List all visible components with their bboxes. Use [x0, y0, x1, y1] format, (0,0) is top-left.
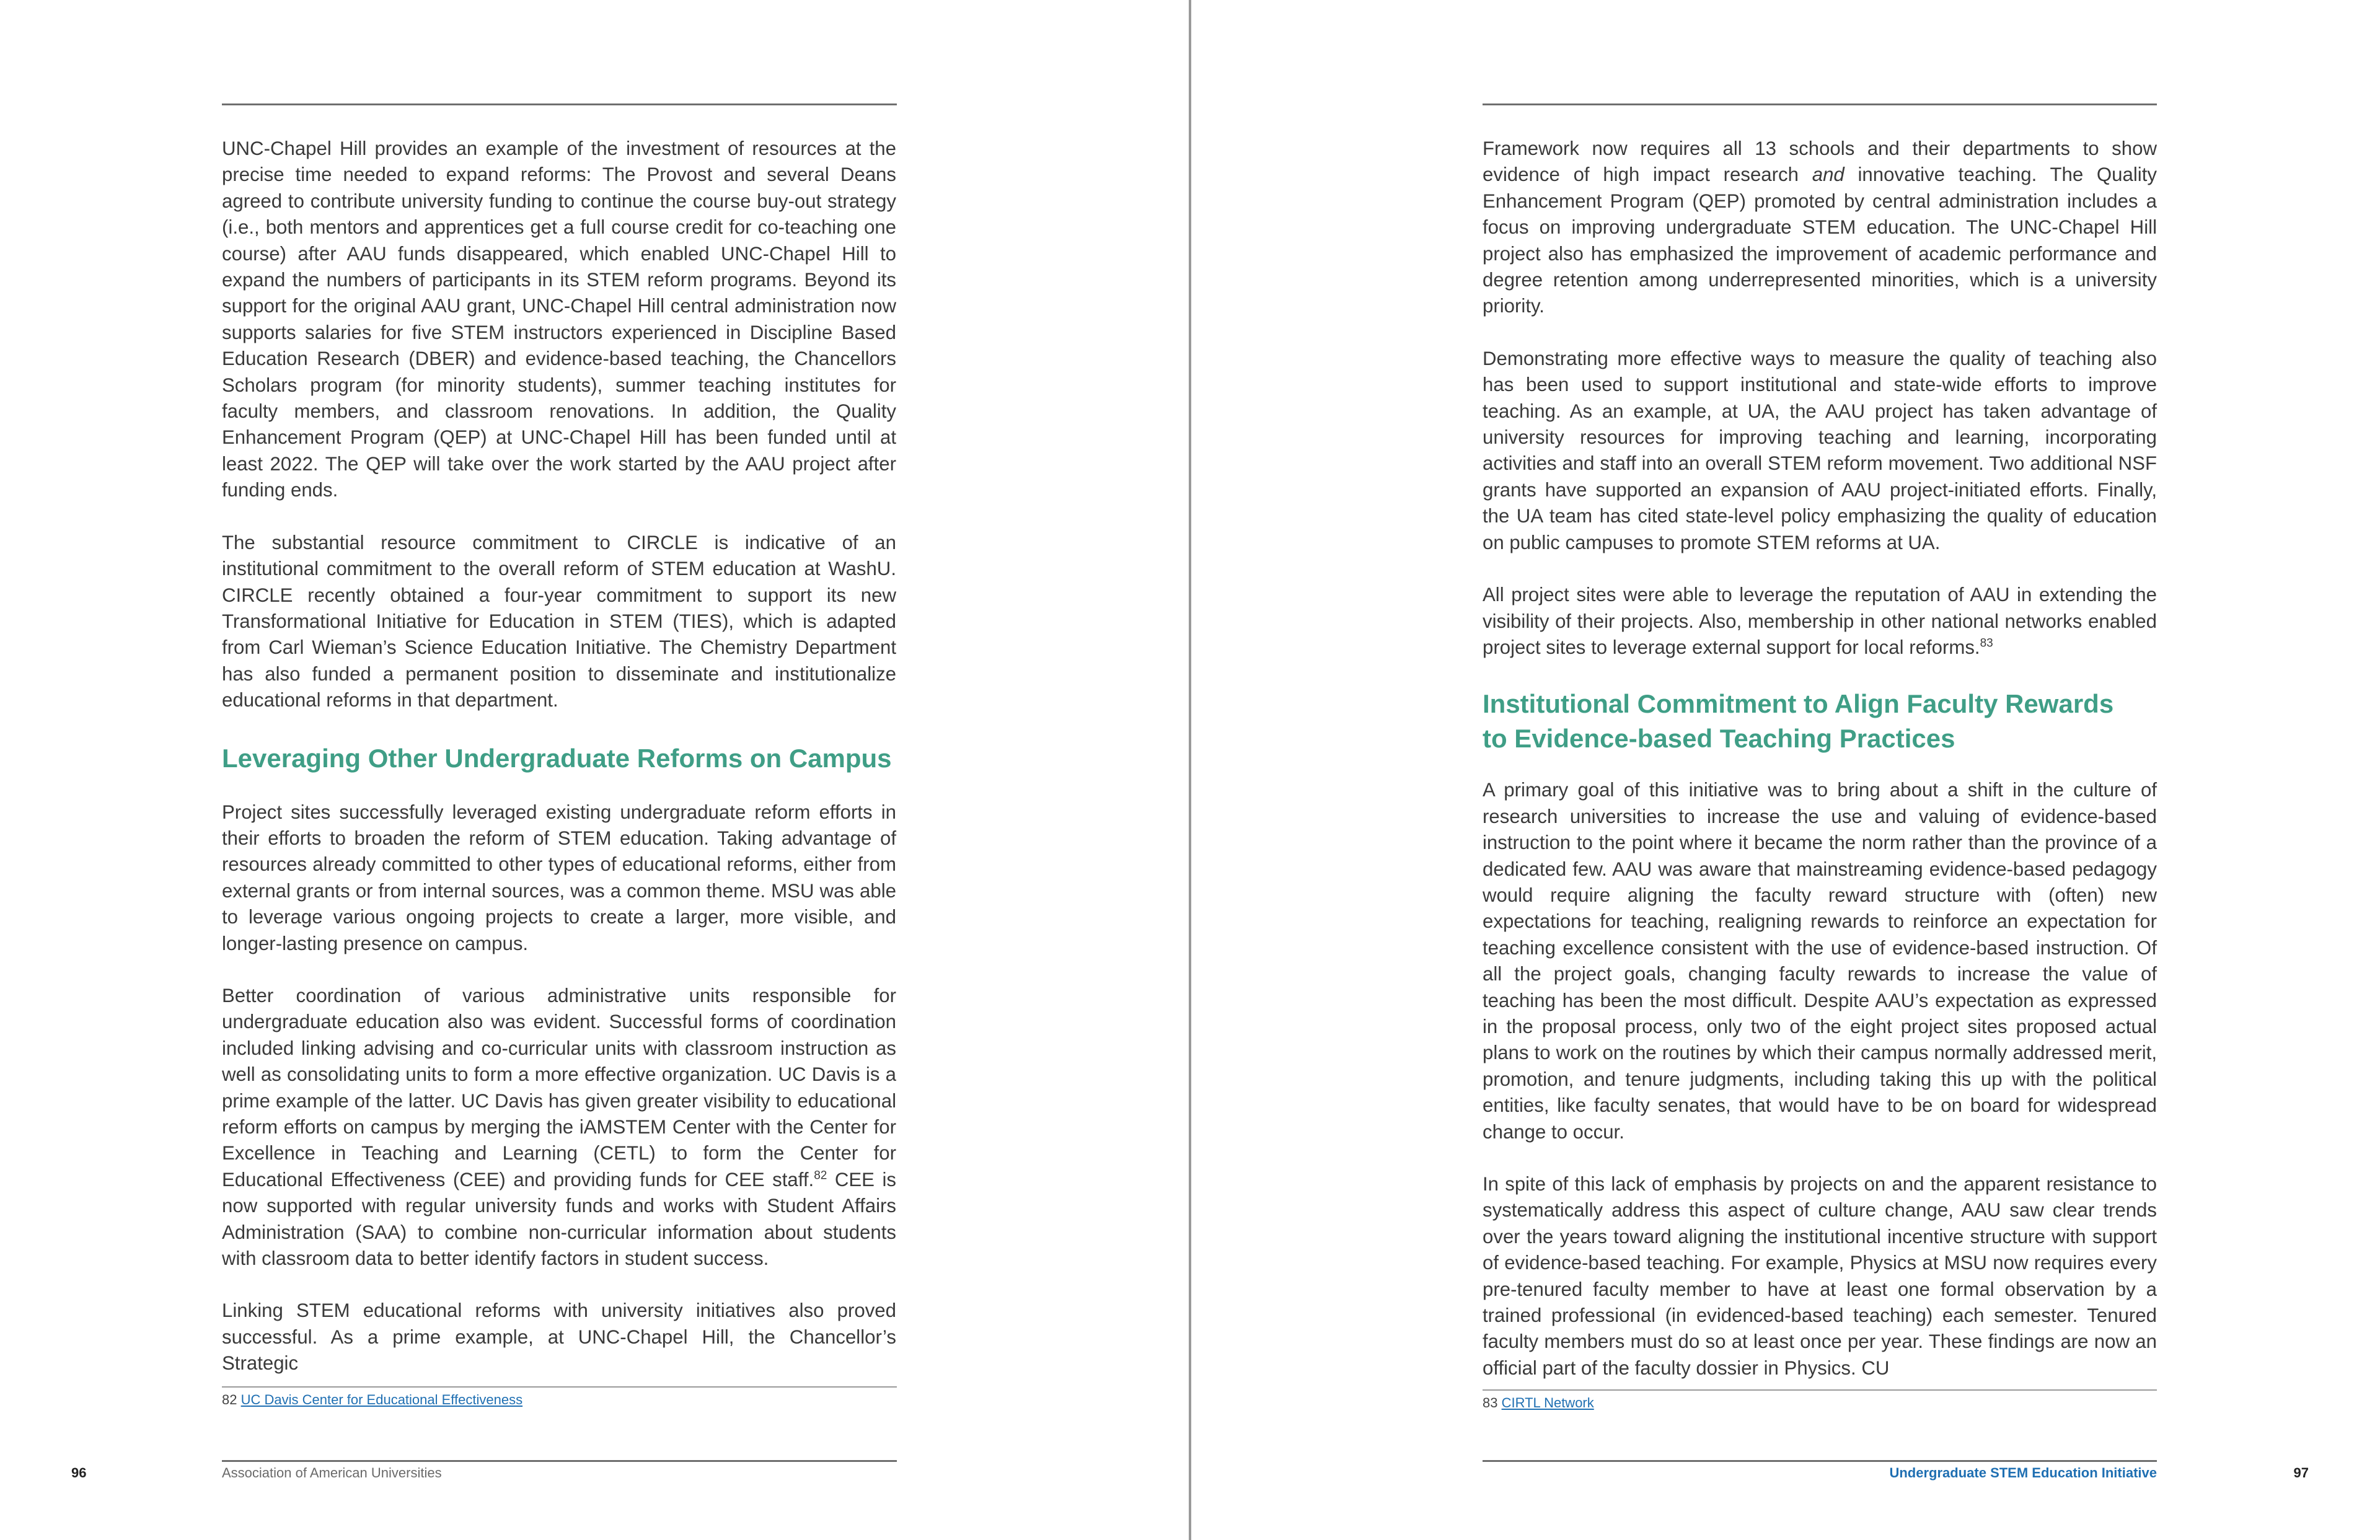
paragraph: Project sites successfully leveraged existing undergraduate reform efforts in their efforts to broaden the reform of STEM education. Taking advantage of resources already committed to other types of educational reforms, either from external grants or from internal sources, was a common theme. MSU was able to leverage various ongoing projects to create a larger, more visible, and longer-lasting presence on campus.	[222, 801, 896, 954]
paragraph	[222, 983, 896, 1272]
page-number: 97	[2293, 1465, 2309, 1481]
left-column	[222, 136, 896, 1377]
footnote-rule	[222, 1386, 897, 1388]
paragraph-text: innovative teaching. The Quality Enhancement Program (QEP) promoted by central administration includes a focus on improving undergraduate STEM education. The UNC-Chapel Hill project also has emphasized the improvement of academic performance and degree retention among underrepresented minorities, which is a university priority.	[1483, 164, 2157, 317]
footer-rule	[222, 1460, 897, 1462]
paragraph-text: CEE is now supported with regular university funds and works with Student Affairs Administration (SAA) to combine non-curricular information about students with classroom data to better identify factors in student success.	[222, 1168, 896, 1270]
paragraph: Linking STEM educational reforms with university initiatives also proved successful. As a prime example, at UNC-Chapel Hill, the Chancellor’s Strategic	[222, 1300, 896, 1375]
paragraph: In spite of this lack of emphasis by projects on and the apparent resistance to systematically address this aspect of culture change, AAU saw clear trends over the years toward aligning the institutional incentive structure with support of evidence-based teaching. For example, Physics at MSU now requires every pre-tenured faculty member to have at least one formal observation by a trained professional (in evidenced-based teaching) each semester. Tenured faculty members must do so at least once per year. These findings are now an official part of the faculty dossier in Physics. CU	[1483, 1173, 2157, 1379]
paragraph: UNC-Chapel Hill provides an example of the investment of resources at the precise time needed to expand reforms: The Provost and several Deans agreed to contribute university funding to continue the course buy-out strategy (i.e., both mentors and apprentices get a full course credit for co-teaching one course) after AAU funds disappeared, which enabled UNC-Chapel Hill to expand the numbers of participants in its STEM reform programs. Beyond its support for the original AAU grant, UNC-Chapel Hill central administration now supports salaries for five STEM instructors experienced in Discipline Based Education Research (DBER) and evidence-based teaching, the Chancellors Scholars program (for minority students), summer teaching institutes for faculty members, and classroom renovations. In addition, the Quality Enhancement Program (QEP) at UNC-Chapel Hill has been funded until at least 2022. The QEP will take over the work started by the AAU project after funding ends.	[222, 138, 896, 501]
footer-title: Association of American Universities	[222, 1465, 442, 1481]
footnote-number: 82	[222, 1392, 237, 1407]
footnote-rule	[1483, 1389, 2157, 1391]
footer-rule	[1483, 1460, 2157, 1462]
footnote-ref[interactable]: 83	[1980, 636, 1993, 650]
paragraph-text: All project sites were able to leverage the reputation of AAU in extending the visibility of their projects. Also, membership in other national networks enabled project sites to leverage external support for local reforms.	[1483, 584, 2157, 658]
header-rule	[222, 103, 897, 105]
footnote-link[interactable]: UC Davis Center for Educational Effectiveness	[240, 1392, 523, 1407]
section-heading: Leveraging Other Undergraduate Reforms on Campus	[222, 743, 892, 773]
left-page	[0, 0, 1189, 1540]
paragraph: A primary goal of this initiative was to bring about a shift in the culture of research universities to increase the use and valuing of evidence-based instruction to the point where it became the norm rather than the province of a dedicated few. AAU was aware that mainstreaming evidence-based pedagogy would require aligning the faculty reward structure with (often) new expectations for teaching, realigning rewards to reinforce an expectation for teaching excellence consistent with the use of evidence-based instruction. Of all the project goals, changing faculty rewards to increase the value of teaching has been the most difficult. Despite AAU’s expectation as expressed in the proposal process, only two of the eight project sites proposed actual plans to work on the routines by which their campus normally addressed merit, promotion, and tenure judgments, including taking this up with the political entities, like faculty senates, that would have to be on board for widespread change to occur.	[1483, 779, 2157, 1143]
paragraph-text: Better coordination of various administrative units responsible for undergraduate education also was evident. Successful forms of coordination included linking advising and co-curricular units with classroom instruction as well as consolidating units to form a more effective organization. UC Davis is a prime example of the latter. UC Davis has given greater visibility to educational reform efforts on campus by merging the iAMSTEM Center with the Center for Excellence in Teaching and Learning (CETL) to form the Center for Educational Effectiveness (CEE) and providing funds for CEE staff.	[222, 984, 896, 1190]
section-heading	[1483, 687, 2157, 756]
right-page	[1191, 0, 2380, 1540]
footnote	[222, 1392, 522, 1408]
header-rule	[1483, 103, 2157, 105]
paragraph	[1483, 582, 2157, 661]
footnote-link[interactable]: CIRTL Network	[1501, 1395, 1594, 1410]
section-heading-line: to Evidence-based Teaching Practices	[1483, 724, 1955, 754]
paragraph-text: Framework now requires all 13 schools and their departments to show evidence of high impact research	[1483, 138, 2157, 186]
right-column	[1483, 136, 2157, 1381]
footnote-number: 83	[1483, 1395, 1498, 1410]
footnote-ref[interactable]: 82	[814, 1169, 827, 1182]
footnote	[1483, 1395, 1594, 1411]
paragraph	[1483, 136, 2157, 320]
paragraph: The substantial resource commitment to CIRCLE is indicative of an institutional commitment to the overall reform of STEM education at WashU. CIRCLE recently obtained a four-year commitment to support its new Transformational Initiative for Education in STEM (TIES), which is adapted from Carl Wieman’s Science Education Initiative. The Chemistry Department has also funded a permanent position to disseminate and institutionalize educational reforms in that department.	[222, 531, 896, 711]
footer-title: Undergraduate STEM Education Initiative	[1889, 1465, 2157, 1481]
emphasis-text: and	[1812, 164, 1844, 186]
page-number: 96	[71, 1465, 87, 1481]
section-heading-line: Institutional Commitment to Align Faculty Rewards	[1483, 689, 2114, 719]
paragraph: Demonstrating more effective ways to measure the quality of teaching also has been used to support institutional and state-wide efforts to improve teaching. As an example, at UA, the AAU project has taken advantage of university resources for improving teaching and learning, incorporating activities and staff into an overall STEM reform movement. Two additional NSF grants have supported an expansion of AAU project-initiated efforts. Finally, the UA team has cited state-level policy emphasizing the quality of education on public campuses to promote STEM reforms at UA.	[1483, 347, 2157, 553]
